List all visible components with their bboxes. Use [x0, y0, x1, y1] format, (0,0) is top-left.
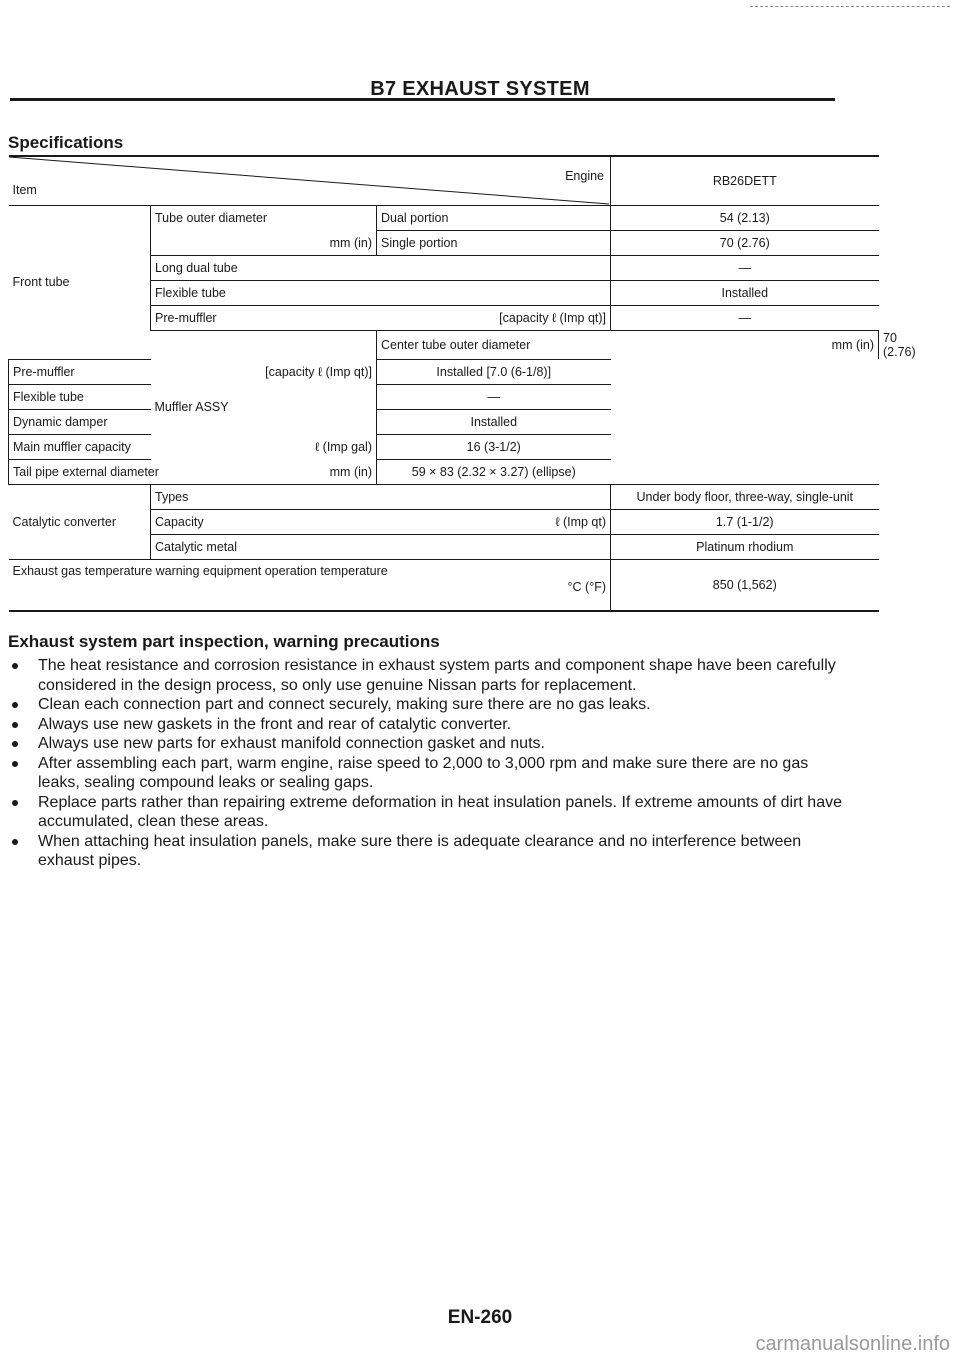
bullet-icon: [12, 800, 18, 806]
specifications-table: Engine Item RB26DETT Front tube Tube outer diameter Dual portion 54 (2.13) mm (in) Single portion 70 (2.76) Long dual tube — Flexible tube Installed Pre-muffler [capacity ℓ (Imp qt)] — Muffler ASSY Center tube outer diameter mm (in) 70 (2.76) Pre-muffler [capacity ℓ (Imp qt)] Installed [7.0 (6-1/8)] Flexible tube — Dynamic damper Installed Main muffler capacity ℓ (Imp gal) 16 (3-1/2) Tail pipe external diameter mm (in) 59 × 83 (2.32 × 3.27) (ellipse) Catalytic converter Types Under body floor, three-way, single-unit Capacity ℓ (Imp qt) 1.7 (1-1/2) Catalytic metal Platinum rhodium Exhaust gas temperature warning equipment operation temperature °C (°F) 850 (1,562): [8, 155, 878, 612]
center-tube-label: Center tube outer diameter: [381, 337, 531, 352]
muffler-pre-muffler-value: Installed [7.0 (6-1/8)]: [377, 359, 611, 384]
warning-temp-cell: [9, 559, 611, 611]
bullet-icon: [12, 839, 18, 845]
front-pre-muffler-unit: [capacity ℓ (Imp qt)]: [499, 311, 607, 325]
single-portion-label: Single portion: [377, 231, 611, 256]
catalytic-capacity-value: 1.7 (1-1/2): [611, 509, 879, 534]
diagonal-divider: [9, 157, 609, 205]
bullet-icon: [12, 702, 18, 708]
page-title: B7 EXHAUST SYSTEM: [370, 78, 590, 100]
main-muffler-capacity-value: 16 (3-1/2): [377, 434, 611, 459]
specifications-heading: Specifications: [8, 133, 124, 152]
front-flexible-tube-value: Installed: [611, 281, 879, 306]
list-item: Always use new gaskets in the front and rear of catalytic converter.: [10, 715, 850, 735]
tube-outer-diameter-unit: mm (in): [151, 231, 377, 256]
center-tube-unit: mm (in): [831, 337, 875, 352]
bullet-icon: [12, 761, 18, 767]
list-item: Replace parts rather than repairing extreme deformation in heat insulation panels. If extreme amounts of dirt have accumulated, clean these areas.: [10, 793, 850, 832]
dynamic-damper-label: Dynamic damper: [9, 409, 377, 434]
muffler-group-label: Muffler ASSY: [151, 331, 377, 485]
page-number: EN-260: [447, 1307, 513, 1328]
muffler-pre-muffler-label: Pre-muffler: [13, 364, 75, 379]
warning-temp-label: Exhaust gas temperature warning equipment operation temperature: [12, 563, 388, 578]
dual-portion-label: Dual portion: [377, 206, 611, 231]
catalytic-capacity-label: Capacity: [155, 514, 204, 529]
muffler-flexible-tube-label: Flexible tube: [9, 384, 377, 409]
dynamic-damper-value: Installed: [377, 409, 611, 434]
watermark: carmanualsonline.info: [755, 1333, 950, 1355]
precautions-list: [10, 656, 850, 871]
tail-pipe-unit: mm (in): [329, 464, 372, 479]
list-item: After assembling each part, warm engine, raise speed to 2,000 to 3,000 rpm and make sure there are no gas leaks, sealing compound leaks or sealing gaps.: [10, 754, 850, 793]
tube-outer-diameter-label: Tube outer diameter: [151, 206, 377, 231]
scan-artifact-line: [750, 6, 950, 7]
center-tube-row: [377, 331, 879, 360]
muffler-pre-muffler-unit: [capacity ℓ (Imp qt)]: [265, 364, 372, 379]
muffler-pre-muffler-row: [9, 359, 377, 384]
main-muffler-capacity-row: [9, 434, 377, 459]
tail-pipe-label: Tail pipe external diameter: [13, 464, 159, 479]
catalytic-group-label: Catalytic converter: [9, 484, 151, 559]
catalytic-capacity-unit: ℓ (Imp qt): [555, 514, 607, 529]
single-portion-value: 70 (2.76): [719, 236, 770, 250]
front-flexible-tube-label: Flexible tube: [151, 281, 611, 306]
long-dual-tube-value: —: [611, 256, 879, 281]
dual-portion-value: 54 (2.13): [611, 206, 879, 231]
bullet-icon: [12, 663, 18, 669]
tail-pipe-value: 59 × 83 (2.32 × 3.27) (ellipse): [377, 459, 611, 484]
list-item: The heat resistance and corrosion resistance in exhaust system parts and component shape have been carefully considered in the design process, so only use genuine Nissan parts for replacement.: [10, 656, 850, 695]
catalytic-capacity-row: [151, 509, 611, 534]
muffler-flexible-tube-value: —: [377, 384, 611, 409]
list-item: Clean each connection part and connect securely, making sure there are no gas leaks.: [10, 695, 850, 715]
front-pre-muffler-value: —: [611, 306, 879, 331]
list-item: Always use new parts for exhaust manifold connection gasket and nuts.: [10, 734, 850, 754]
catalytic-metal-value: Platinum rhodium: [611, 534, 879, 559]
precautions-heading: Exhaust system part inspection, warning precautions: [8, 632, 440, 651]
engine-model-header: RB26DETT: [611, 156, 879, 206]
bullet-icon: [12, 722, 18, 728]
catalytic-types-label: Types: [151, 484, 611, 509]
front-tube-group-label: Front tube: [9, 206, 151, 360]
catalytic-types-value: Under body floor, three-way, single-unit: [611, 484, 879, 509]
item-header-label: Item: [12, 183, 37, 197]
table-header-diagonal-cell: [9, 156, 611, 206]
main-muffler-capacity-unit: ℓ (Imp gal): [315, 439, 372, 454]
tail-pipe-row: [9, 459, 377, 484]
long-dual-tube-label: Long dual tube: [151, 256, 611, 281]
warning-temp-unit: °C (°F): [567, 579, 607, 594]
bullet-icon: [12, 741, 18, 747]
main-muffler-capacity-label: Main muffler capacity: [13, 439, 131, 454]
title-underline: [10, 98, 835, 101]
engine-header-label: Engine: [565, 169, 605, 183]
front-pre-muffler-label: Pre-muffler: [155, 311, 217, 325]
front-pre-muffler-row: [151, 306, 611, 331]
list-item: When attaching heat insulation panels, make sure there is adequate clearance and no interference between exhaust pipes.: [10, 832, 850, 871]
catalytic-metal-label: Catalytic metal: [151, 534, 611, 559]
warning-temp-value: 850 (1,562): [611, 559, 879, 611]
